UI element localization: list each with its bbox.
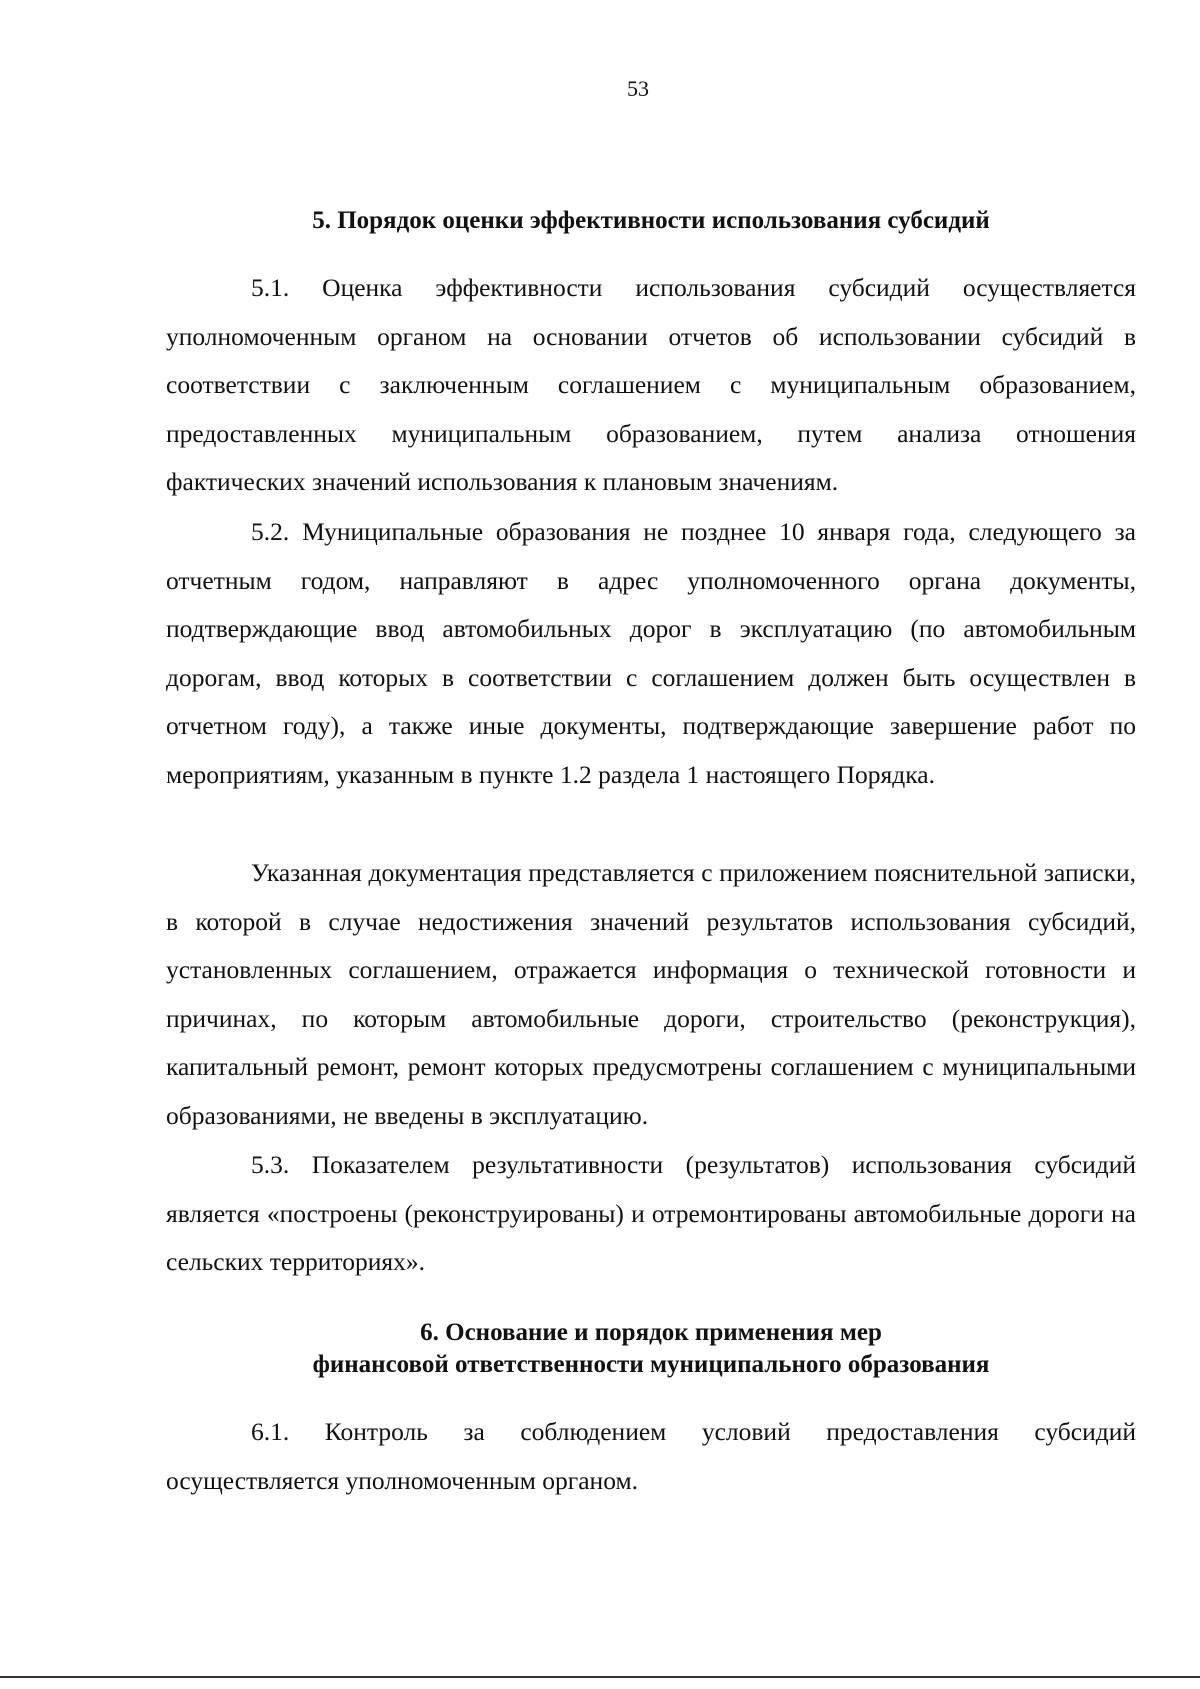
paragraph-6-1: 6.1. Контроль за соблюдением условий предоставления субсидий осуществляется уполномоченным органом. <box>166 1417 1136 1495</box>
section-6-heading <box>166 1317 1136 1381</box>
page-number: 53 <box>627 76 649 101</box>
paragraph-5-2-continuation: Указанная документация представляется с приложением пояснительной записки, в которой в случае недостижения значений результатов использования субсидий, установленных соглашением, отражается информация о технической готовности и причинах, по которым автомобильные дороги, строительство (реконструкция), капитальный ремонт, ремонт которых предусмотрены соглашением с муниципальными образованиями, не введены в эксплуатацию. <box>166 858 1136 1130</box>
section-6-heading-line-2: финансовой ответственности муниципального образования <box>312 1351 990 1378</box>
section-5-heading: 5. Порядок оценки эффективности использования субсидий <box>312 207 990 234</box>
paragraph-5-3: 5.3. Показателем результативности (результатов) использования субсидий является «построены (реконструированы) и отремонтированы автомобильные дороги на сельских территориях». <box>166 1150 1136 1277</box>
section-6-heading-line-1: 6. Основание и порядок применения мер <box>420 1319 882 1346</box>
bottom-rule <box>0 1676 1200 1678</box>
paragraph-5-2: 5.2. Муниципальные образования не позднее 10 января года, следующего за отчетным годом, направляют в адрес уполномоченного органа документы, подтверждающие ввод автомобильных дорог в эксплуатацию (по автомобильным дорогам, ввод которых в соответствии с соглашением должен быть осуществлен в отчетном году), а также иные документы, подтверждающие завершение работ по мероприятиям, указанным в пункте 1.2 раздела 1 настоящего Порядка. <box>166 517 1136 789</box>
paragraph-5-1: 5.1. Оценка эффективности использования субсидий осуществляется уполномоченным органом на основании отчетов об использовании субсидий в соответствии с заключенным соглашением с муниципальным образованием, предоставленных муниципальным образованием, путем анализа отношения фактических значений использования к плановым значениям. <box>166 273 1136 497</box>
